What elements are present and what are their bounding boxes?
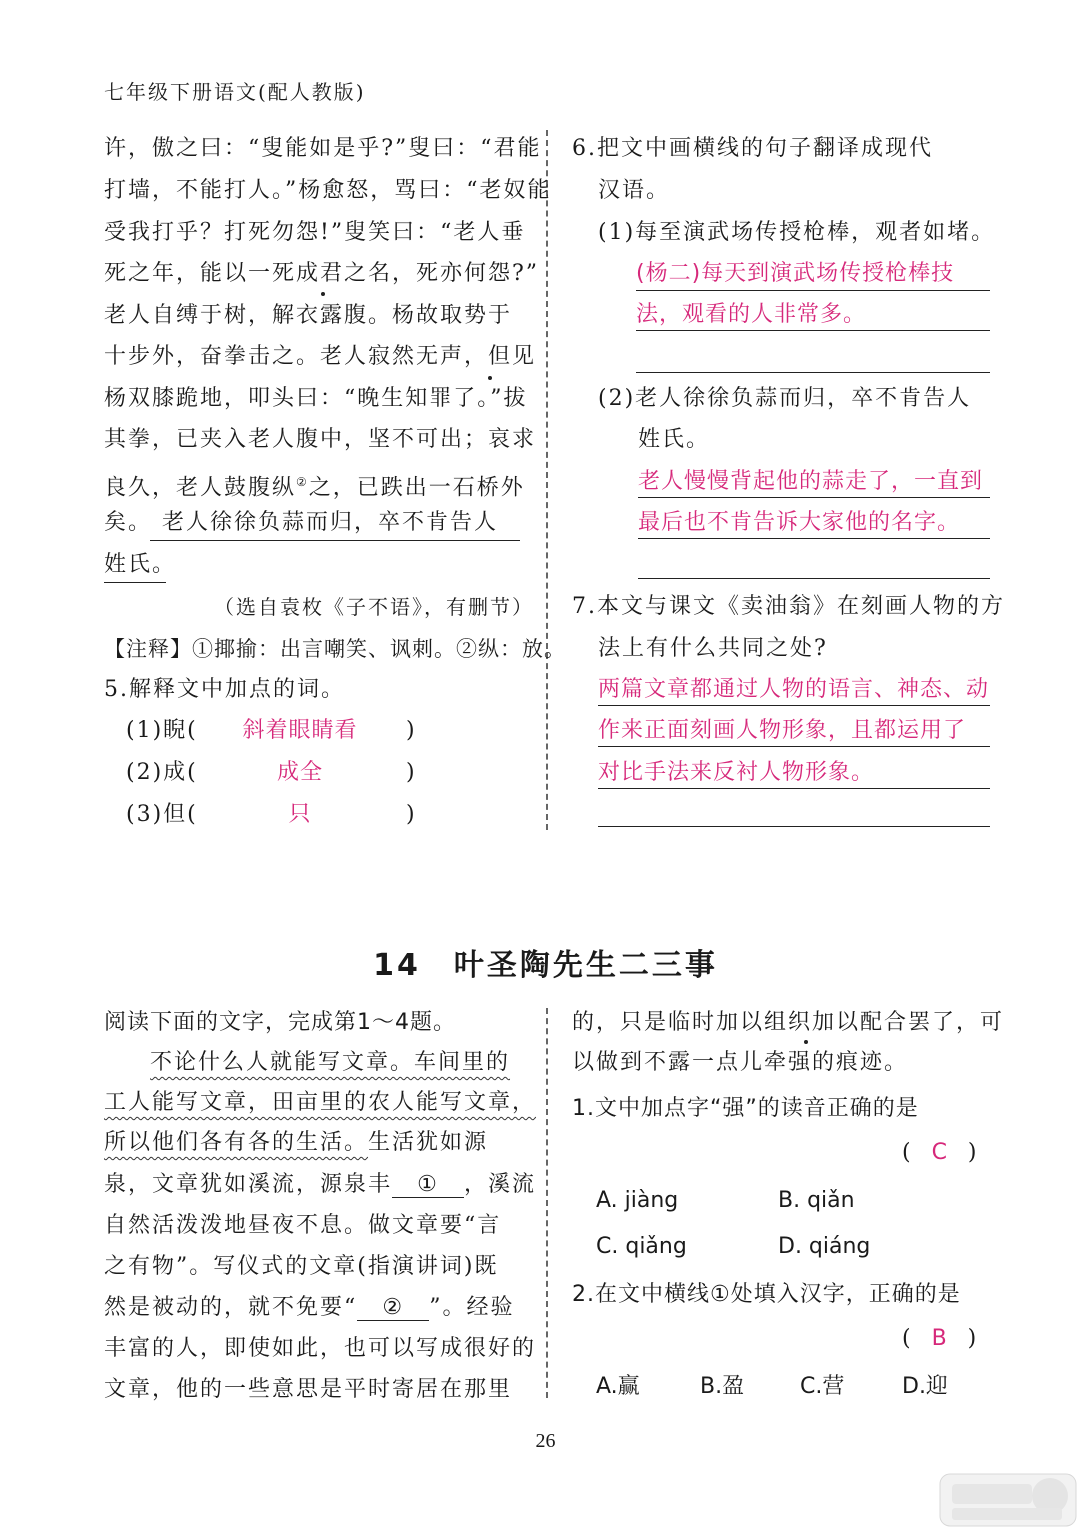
- passage-line: 受我打乎？打死勿怨!”叟笑曰：“老人垂: [104, 220, 526, 245]
- passage-text: 生活犹如源: [368, 1130, 489, 1155]
- answer-line: [636, 372, 990, 373]
- bottom-column-divider: [546, 1008, 548, 1398]
- passage-line: [104, 1293, 515, 1323]
- passage-line: 其拳，已夹入老人腹中，坚不可出；哀求: [104, 427, 537, 452]
- passage-line: 自然活泼泼地昼夜不息。做文章要“言: [104, 1213, 502, 1238]
- q5-item-label: (3)但(: [126, 802, 198, 827]
- answer-line: [638, 538, 990, 539]
- passage-line: [104, 1128, 488, 1158]
- q1-option-a[interactable]: A. jiàng: [596, 1188, 679, 1213]
- q7-answer: 两篇文章都通过人物的语言、神态、动: [598, 677, 990, 702]
- underline: [104, 582, 166, 583]
- emphasis-dot: [804, 1040, 808, 1044]
- q6-prompt: 6.把文中画横线的句子翻译成现代: [572, 136, 933, 161]
- annotation-notes: 【注释】①揶揄：出言嘲笑、讽刺。②纵：放。: [104, 637, 566, 661]
- answer-line: [598, 826, 990, 827]
- passage-text: 泉，文章犹如溪流，源泉丰: [104, 1172, 393, 1197]
- answer-line: [598, 788, 990, 789]
- q7-answer: 对比手法来反衬人物形象。: [598, 760, 875, 785]
- passage-line: [104, 467, 525, 503]
- passage-line: 文章，他的一些意思是平时寄居在那里: [104, 1377, 513, 1402]
- passage-line: 以做到不露一点儿牵强的痕迹。: [572, 1050, 909, 1075]
- passage-line: [104, 508, 498, 538]
- q6-sub2: (2)老人徐徐负蒜而归，卒不肯告人: [598, 386, 972, 411]
- q6-answer2: 最后也不肯告诉大家他的名字。: [638, 510, 961, 535]
- passage-line: 的，只是临时加以组织加以配合罢了，可: [572, 1010, 1005, 1035]
- q7-answer: 作来正面刻画人物形象，且都运用了: [598, 718, 967, 743]
- q5-item-answer: 成全: [276, 760, 323, 785]
- underlined-sentence: 老人徐徐负蒜而归，卒不肯告人: [162, 510, 499, 535]
- passage-text: 然是被动的，就不免要“: [104, 1295, 358, 1320]
- q2-option-b[interactable]: B.盈: [700, 1374, 745, 1399]
- answer-line: [636, 290, 990, 291]
- passage-text: ”。经验: [429, 1295, 515, 1320]
- q5-item-label: (2)成(: [126, 760, 198, 785]
- passage-line: 丰富的人，即使如此，也可以写成很好的: [104, 1336, 537, 1361]
- underlined-sentence-end: 姓氏。: [104, 552, 177, 577]
- q2-prompt: 2.在文中横线①处填入汉字，正确的是: [572, 1282, 961, 1307]
- q2-answer: B: [931, 1326, 947, 1351]
- wavy-underlined-text: 工人能写文章，田亩里的农人能写文章，: [104, 1090, 537, 1115]
- passage-text: 良久，老人鼓腹纵: [104, 475, 297, 501]
- q6-sub1: (1)每至演武场传授枪棒，观者如堵。: [598, 220, 996, 245]
- passage-line: 杨双膝跪地，叩头曰：“晚生知罪了。”拔: [104, 386, 528, 411]
- underline: [150, 540, 520, 541]
- section-title: 14 叶圣陶先生二三事: [373, 948, 718, 983]
- note-marker: ②: [296, 475, 309, 489]
- passage-text: 之，已跌出一石桥外: [308, 475, 525, 501]
- q5-item-answer: 只: [288, 802, 312, 827]
- source-citation: （选自袁枚《子不语》，有删节）: [214, 595, 534, 619]
- q1-answer-bracket: ( C ): [902, 1140, 977, 1165]
- passage-line: 死之年，能以一死成君之名，死亦何怨?”: [104, 261, 540, 286]
- answer-line: [598, 705, 990, 706]
- q6-answer2: 老人慢慢背起他的蒜走了，一直到: [638, 469, 984, 494]
- passage-line: 许，傲之曰：“叟能如是乎?”叟曰：“君能: [104, 136, 542, 161]
- answer-line: [598, 746, 990, 747]
- fill-blank-1[interactable]: ①: [392, 1173, 464, 1198]
- q5-item-close: ): [406, 802, 417, 827]
- q7-prompt: 7.本文与课文《卖油翁》在刻画人物的方: [572, 594, 1005, 619]
- running-head: 七年级下册语文(配人教版): [104, 80, 366, 104]
- q2-option-d[interactable]: D.迎: [902, 1374, 948, 1399]
- wavy-underlined-text: 所以他们各有各的生活。: [104, 1130, 369, 1155]
- q6-prompt: 汉语。: [598, 178, 671, 203]
- q5-item-answer: 斜着眼睛看: [242, 718, 358, 743]
- q1-option-b[interactable]: B. qiǎn: [778, 1188, 855, 1213]
- emphasis-dot: [488, 376, 492, 380]
- q1-prompt: 1.文中加点字“强”的读音正确的是: [572, 1096, 919, 1121]
- page-number: 26: [535, 1430, 556, 1452]
- q2-option-a[interactable]: A.赢: [596, 1374, 640, 1399]
- wavy-underlined-text: 不论什么人就能写文章。车间里的: [150, 1050, 511, 1075]
- answer-line: [638, 497, 990, 498]
- q1-answer: C: [931, 1140, 947, 1165]
- reading-instruction: 阅读下面的文字，完成第1～4题。: [104, 1010, 456, 1035]
- emphasis-dot: [321, 292, 325, 296]
- passage-line: 老人自缚于树，解衣露腹。杨故取势于: [104, 303, 513, 328]
- q2-answer-bracket: ( B ): [902, 1326, 977, 1351]
- passage-line: [104, 1088, 536, 1118]
- answer-line: [636, 330, 990, 331]
- watermark-logo: [938, 1470, 1078, 1530]
- passage-line: 打墙，不能打人。”杨愈怒，骂曰：“老奴能: [104, 178, 552, 203]
- passage-line: [150, 1048, 510, 1078]
- q6-answer1: (杨二)每天到演武场传授枪棒技: [636, 261, 955, 286]
- q5-item-close: ): [406, 760, 417, 785]
- passage-text: 矣。: [104, 510, 153, 535]
- passage-line: 之有物”。写仪式的文章(指演讲词)既: [104, 1254, 499, 1279]
- passage-text: ，溪流: [464, 1172, 537, 1197]
- answer-line: [638, 578, 990, 579]
- q5-prompt: 5.解释文中加点的词。: [104, 677, 345, 702]
- q1-option-d[interactable]: D. qiáng: [778, 1234, 871, 1259]
- fill-blank-2[interactable]: ②: [357, 1296, 429, 1321]
- q1-option-c[interactable]: C. qiǎng: [596, 1234, 687, 1259]
- q7-prompt: 法上有什么共同之处?: [598, 636, 828, 661]
- top-column-divider: [546, 130, 548, 830]
- q5-item-close: ): [406, 718, 417, 743]
- passage-line: 十步外，奋拳击之。老人寂然无声，但见: [104, 344, 537, 369]
- q6-sub2: 姓氏。: [638, 427, 711, 452]
- passage-line: [104, 1170, 536, 1200]
- q2-option-c[interactable]: C.营: [800, 1374, 845, 1399]
- q5-item-label: (1)睨(: [126, 718, 198, 743]
- q6-answer1: 法，观看的人非常多。: [636, 302, 867, 327]
